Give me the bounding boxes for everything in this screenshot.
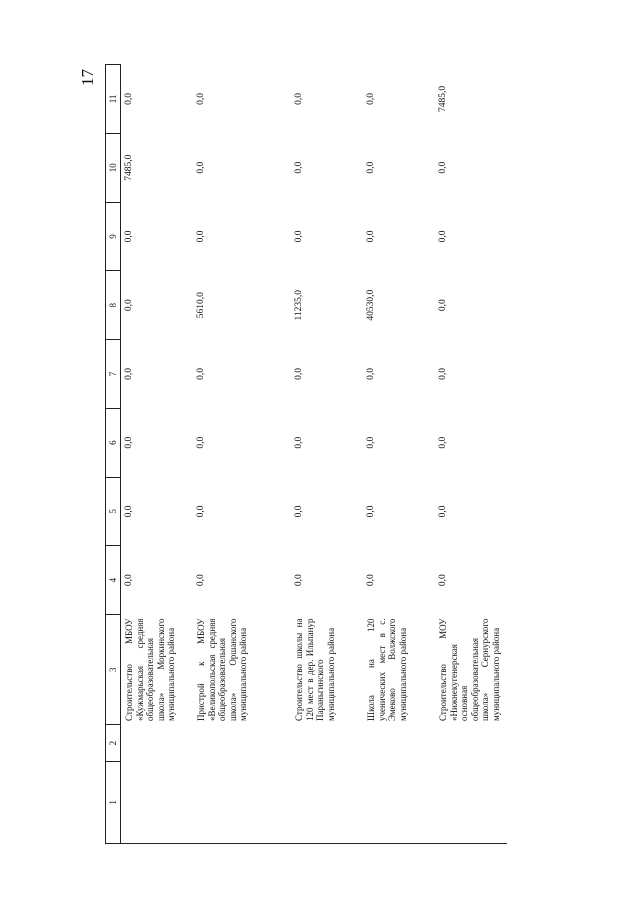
column-header: 2 [106, 725, 121, 761]
object-name-cell: Строительство МОУ «Нижнекугенерская основная общеобразовательная школа» Сернурского муниципального района [438, 618, 502, 721]
cell [121, 725, 194, 761]
value-cell: 0,0 [438, 299, 448, 312]
value-cell: 0,0 [438, 505, 448, 518]
cell [435, 761, 507, 843]
value-cell: 5610,0 [196, 292, 206, 319]
object-name-cell: Строительство школы на 120 мест в дер. Ильпанур Параньгинского муниципального района [294, 618, 336, 721]
page-number: 17 [78, 69, 97, 86]
object-name-cell: Строительство МБОУ «Кужмарьская средняя общеобразовательная школа» Моркинского муниципального района [124, 618, 177, 721]
cell [291, 761, 363, 843]
value-cell: 40530,0 [366, 289, 376, 321]
value-cell: 0,0 [196, 505, 206, 518]
table-row [121, 65, 194, 844]
value-cell: 0,0 [438, 574, 448, 587]
value-cell: 0,0 [196, 161, 206, 174]
value-cell: 0,0 [366, 505, 376, 518]
object-name-cell: Школа на 120 ученических мест в с. Эмеково Волжского муниципального района [366, 618, 408, 721]
column-header: 4 [106, 546, 121, 615]
cell [363, 725, 435, 761]
value-cell: 0,0 [294, 93, 304, 105]
column-header: 9 [106, 202, 121, 271]
value-cell: 0,0 [294, 436, 304, 449]
value-cell: 0,0 [294, 574, 304, 587]
cell [435, 725, 507, 761]
value-cell: 0,0 [294, 161, 304, 174]
value-cell: 7485,0 [124, 154, 134, 181]
value-cell: 0,0 [196, 368, 206, 380]
value-cell: 0,0 [196, 574, 206, 587]
data-table [105, 64, 507, 844]
value-cell: 0,0 [438, 368, 448, 380]
value-cell: 0,0 [294, 505, 304, 518]
value-cell: 0,0 [124, 368, 134, 380]
cell [193, 725, 291, 761]
column-header: 7 [106, 340, 121, 409]
column-header: 3 [106, 615, 121, 725]
cell [193, 761, 291, 843]
column-header: 10 [106, 133, 121, 202]
rotated-table-container [105, 64, 545, 844]
table-row [435, 65, 507, 844]
value-cell: 0,0 [124, 299, 134, 312]
value-cell: 0,0 [438, 161, 448, 174]
value-cell: 0,0 [366, 368, 376, 380]
column-header: 5 [106, 477, 121, 546]
cell [121, 761, 194, 843]
value-cell: 7485,0 [438, 85, 448, 112]
value-cell: 0,0 [366, 93, 376, 105]
value-cell: 0,0 [124, 230, 134, 243]
value-cell: 0,0 [196, 93, 206, 105]
cell [291, 725, 363, 761]
value-cell: 0,0 [366, 436, 376, 449]
value-cell: 11235,0 [294, 289, 304, 321]
value-cell: 0,0 [196, 230, 206, 243]
value-cell: 0,0 [124, 505, 134, 518]
column-header: 8 [106, 271, 121, 340]
cell [363, 761, 435, 843]
value-cell: 0,0 [124, 436, 134, 449]
object-name-cell: Пристрой к МБОУ «Великопольская средняя общеобразовательная школа» Оршанского муниципального района [196, 618, 249, 721]
value-cell: 0,0 [438, 230, 448, 243]
value-cell: 0,0 [366, 574, 376, 587]
table-row [193, 65, 291, 844]
value-cell: 0,0 [294, 230, 304, 243]
value-cell: 0,0 [196, 436, 206, 449]
value-cell: 0,0 [366, 230, 376, 243]
column-header: 6 [106, 408, 121, 477]
value-cell: 0,0 [124, 574, 134, 587]
column-header: 11 [106, 65, 121, 134]
value-cell: 0,0 [438, 436, 448, 449]
column-header: 1 [106, 761, 121, 843]
table-row [291, 65, 363, 844]
header-row [106, 65, 121, 844]
value-cell: 0,0 [366, 161, 376, 174]
value-cell: 0,0 [124, 93, 134, 105]
table-row [363, 65, 435, 844]
value-cell: 0,0 [294, 368, 304, 380]
